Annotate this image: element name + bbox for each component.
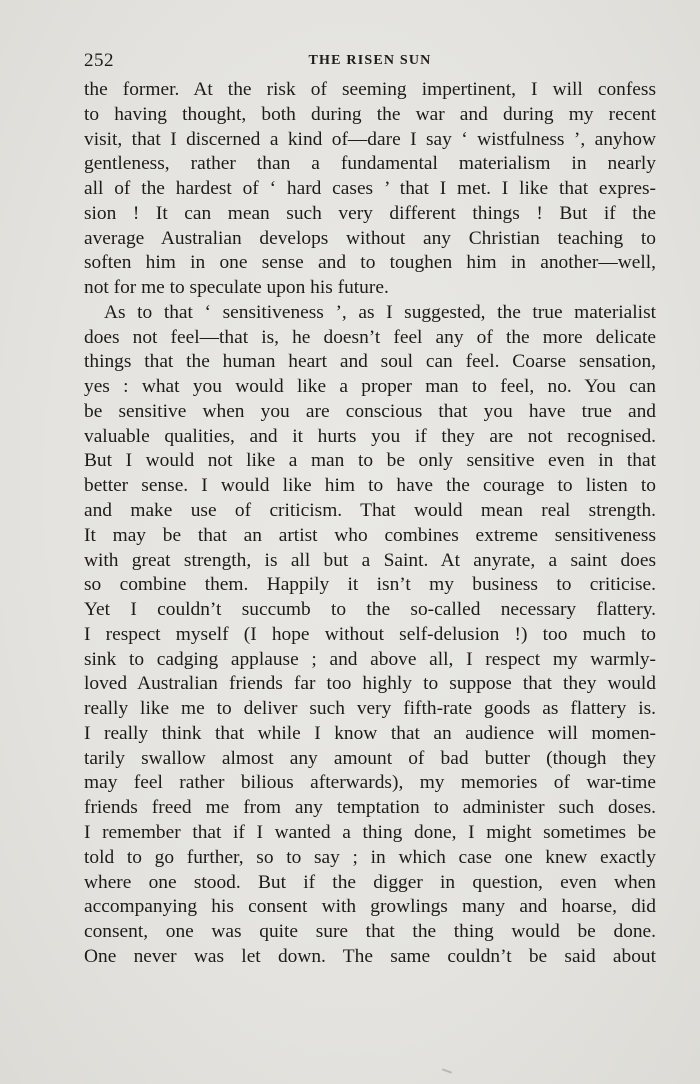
text-line: really like me to deliver such very fifth-rate goods as flattery is. (84, 698, 656, 720)
text-line: not for me to speculate upon his future. (84, 277, 389, 299)
text-line: with great strength, is all but a Saint. At anyrate, a saint does (84, 549, 656, 571)
text-line: But I would not like a man to be only sensitive even in that (84, 450, 656, 472)
text-line: better sense. I would like him to have the courage to listen to (84, 475, 656, 497)
text-line: where one stood. But if the digger in question, even when (84, 871, 656, 893)
text-line: average Australian develops without any Christian teaching to (84, 227, 656, 249)
text-line: does not feel—that is, he doesn’t feel any of the more delicate (84, 326, 656, 348)
text-line: all of the hardest of ‘ hard cases ’ that I met. I like that expres- (84, 178, 656, 200)
text-line: yes : what you would like a proper man to feel, no. You can (84, 376, 656, 398)
body-text (84, 78, 656, 970)
text-line: It may be that an artist who combines extreme sensitiveness (84, 524, 656, 546)
text-line: sion ! It can mean such very different things ! But if the (84, 202, 656, 224)
text-line: things that the human heart and soul can feel. Coarse sensation, (84, 351, 656, 373)
running-title: THE RISEN SUN (308, 53, 432, 68)
text-line: consent, one was quite sure that the thing would be done. (84, 921, 656, 943)
text-line: valuable qualities, and it hurts you if they are not recognised. (84, 425, 656, 447)
text-line: the former. At the risk of seeming impertinent, I will confess (84, 79, 656, 100)
text-line: tarily swallow almost any amount of bad butter (though they (84, 747, 656, 769)
text-line: As to that ‘ sensitiveness ’, as I suggested, the true materialist (104, 301, 656, 323)
running-head (84, 50, 656, 76)
text-line: sink to cadging applause ; and above all, I respect my warmly- (84, 648, 656, 670)
text-line: so combine them. Happily it isn’t my business to criticise. (84, 574, 656, 596)
text-line: I respect myself (I hope without self-delusion !) too much to (84, 623, 656, 645)
text-line: to having thought, both during the war and during my recent (84, 103, 656, 125)
text-line: may feel rather bilious afterwards), my memories of war-time (84, 772, 656, 794)
text-line: I really think that while I know that an audience will momen- (84, 722, 656, 744)
text-line: One never was let down. The same couldn’t be said about (84, 945, 656, 967)
text-line: accompanying his consent with growlings many and hoarse, did (84, 896, 656, 918)
text-line: Yet I couldn’t succumb to the so-called necessary flattery. (84, 599, 656, 621)
text-line: friends freed me from any temptation to administer such doses. (84, 797, 656, 819)
text-line: be sensitive when you are conscious that you have true and (84, 400, 656, 422)
page-number: 252 (84, 50, 114, 71)
page-blemish (442, 1068, 452, 1073)
text-line: told to go further, so to say ; in which case one knew exactly (84, 846, 656, 868)
text-line: soften him in one sense and to toughen him in another—well, (84, 252, 656, 274)
text-line: visit, that I discerned a kind of—dare I say ‘ wistfulness ’, anyhow (84, 128, 656, 150)
text-line: I remember that if I wanted a thing done, I might sometimes be (84, 821, 656, 843)
text-line: gentleness, rather than a fundamental materialism in nearly (84, 153, 656, 175)
text-line: and make use of criticism. That would mean real strength. (84, 500, 656, 522)
text-line: loved Australian friends far too highly to suppose that they would (84, 673, 656, 695)
